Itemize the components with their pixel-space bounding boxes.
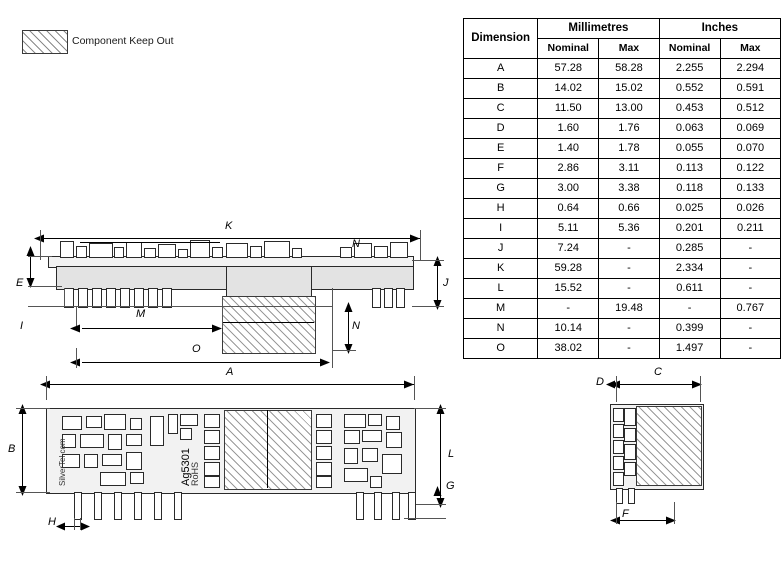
arrow-down-n xyxy=(343,342,354,354)
cell-dimension: G xyxy=(464,179,538,199)
cell-mm-max: 15.02 xyxy=(599,79,659,99)
table-row xyxy=(464,219,781,239)
table-row xyxy=(464,319,781,339)
arrow-left-h xyxy=(56,521,68,532)
dim-label-N: N xyxy=(352,238,360,250)
cell-mm-max: 13.00 xyxy=(599,99,659,119)
dim-label-D: D xyxy=(596,376,604,388)
arrow-right-f xyxy=(666,515,679,526)
cell-in-nominal: 0.453 xyxy=(659,99,720,119)
arrow-g xyxy=(432,486,443,498)
table-row xyxy=(464,99,781,119)
top-component-13 xyxy=(100,472,126,486)
header-mm-nominal: Nominal xyxy=(538,39,599,59)
header-millimetres: Millimetres xyxy=(538,19,659,39)
cell-in-nominal: 0.025 xyxy=(659,199,720,219)
end-component-9 xyxy=(613,472,624,486)
cell-dimension: L xyxy=(464,279,538,299)
cell-dimension: O xyxy=(464,339,538,359)
pin-8 xyxy=(374,492,382,520)
cell-in-max: - xyxy=(720,259,780,279)
end-component-4 xyxy=(624,428,636,442)
top-component-19 xyxy=(344,414,366,428)
cell-dimension: A xyxy=(464,59,538,79)
end-component-5 xyxy=(613,440,624,454)
top-pad-4 xyxy=(204,462,220,476)
end-elevation-view xyxy=(580,360,780,550)
cell-in-max: - xyxy=(720,319,780,339)
cell-dimension: M xyxy=(464,299,538,319)
end-pin-1 xyxy=(616,488,623,504)
cell-mm-nominal: 1.40 xyxy=(538,139,599,159)
cell-mm-max: - xyxy=(599,239,659,259)
cell-in-max: 0.591 xyxy=(720,79,780,99)
cell-dimension: K xyxy=(464,259,538,279)
top-component-17 xyxy=(180,414,198,426)
cell-mm-nominal: 3.00 xyxy=(538,179,599,199)
arrow-down-j xyxy=(432,298,443,310)
component-side-1 xyxy=(60,241,74,258)
cell-dimension: I xyxy=(464,219,538,239)
component-side-5 xyxy=(126,242,142,258)
top-component-7 xyxy=(108,434,122,450)
top-component-1 xyxy=(62,416,82,430)
component-side-10 xyxy=(212,247,223,258)
top-component-8 xyxy=(126,434,142,446)
top-component-21 xyxy=(386,416,400,430)
cell-in-max: - xyxy=(720,239,780,259)
underside-body-right xyxy=(310,266,414,290)
side-elevation-view xyxy=(0,110,460,355)
top-component-4 xyxy=(130,418,142,430)
underside-component-9 xyxy=(372,288,381,308)
arrow-right-m xyxy=(212,323,226,334)
pin-1 xyxy=(74,492,82,520)
cell-in-nominal: 0.201 xyxy=(659,219,720,239)
component-side-12 xyxy=(250,246,262,258)
cell-mm-max: 1.78 xyxy=(599,139,659,159)
dimension-table xyxy=(463,18,781,359)
arrow-up-n xyxy=(343,302,354,314)
cell-mm-nominal: 14.02 xyxy=(538,79,599,99)
table-row xyxy=(464,299,781,319)
top-component-25 xyxy=(344,448,358,464)
underside-component-8 xyxy=(162,288,172,308)
component-side-2 xyxy=(76,246,87,258)
top-component-27 xyxy=(382,454,402,474)
cell-mm-nominal: 38.02 xyxy=(538,339,599,359)
end-transformer-body xyxy=(636,406,702,486)
top-component-10 xyxy=(84,454,98,468)
cell-mm-max: 58.28 xyxy=(599,59,659,79)
cell-in-nominal: 0.399 xyxy=(659,319,720,339)
cell-in-max: 0.767 xyxy=(720,299,780,319)
cell-in-max: 2.294 xyxy=(720,59,780,79)
top-pad-5 xyxy=(204,476,220,488)
top-component-16 xyxy=(168,414,178,434)
component-side-18 xyxy=(390,242,408,258)
cell-in-nominal: 0.552 xyxy=(659,79,720,99)
arrow-right-c xyxy=(692,379,705,390)
dim-label-A: A xyxy=(226,366,234,378)
component-keep-out-swatch xyxy=(22,30,68,54)
cell-dimension: J xyxy=(464,239,538,259)
cell-dimension: C xyxy=(464,99,538,119)
cell-in-nominal: 2.255 xyxy=(659,59,720,79)
cell-mm-max: 5.36 xyxy=(599,219,659,239)
pin-10 xyxy=(408,492,416,520)
cell-in-max: - xyxy=(720,339,780,359)
dim-label-C: C xyxy=(654,366,662,378)
top-component-2 xyxy=(86,416,102,428)
dim-label-N-2: N xyxy=(352,320,360,332)
top-component-26 xyxy=(362,448,378,462)
cell-mm-nominal: 15.52 xyxy=(538,279,599,299)
table-row xyxy=(464,239,781,259)
cell-mm-max: 3.38 xyxy=(599,179,659,199)
cell-mm-nominal: 0.64 xyxy=(538,199,599,219)
top-component-18 xyxy=(180,428,192,440)
top-component-29 xyxy=(370,476,382,488)
dim-label-I: I xyxy=(20,320,24,332)
cell-in-nominal: 0.055 xyxy=(659,139,720,159)
cell-mm-max: - xyxy=(599,279,659,299)
top-pad-6 xyxy=(316,414,332,428)
dim-label-L: L xyxy=(448,448,455,460)
top-component-14 xyxy=(130,472,144,484)
component-side-4 xyxy=(114,247,124,258)
underside-body-left xyxy=(56,266,228,290)
cell-mm-max: 19.48 xyxy=(599,299,659,319)
top-component-22 xyxy=(344,430,360,444)
component-side-7 xyxy=(158,244,176,258)
dim-label-J: J xyxy=(443,277,449,289)
cell-in-max: 0.069 xyxy=(720,119,780,139)
pin-6 xyxy=(174,492,182,520)
silkscreen-website: SilverTel.com xyxy=(58,438,67,486)
pin-5 xyxy=(154,492,162,520)
table-row xyxy=(464,79,781,99)
top-component-12 xyxy=(126,452,142,470)
cell-in-max: 0.133 xyxy=(720,179,780,199)
cell-in-max: 0.026 xyxy=(720,199,780,219)
top-component-6 xyxy=(80,434,104,448)
top-pad-10 xyxy=(316,476,332,488)
component-side-3 xyxy=(89,243,113,258)
cell-mm-max: 3.11 xyxy=(599,159,659,179)
underside-component-10 xyxy=(384,288,393,308)
cell-in-nominal: 0.063 xyxy=(659,119,720,139)
cell-dimension: D xyxy=(464,119,538,139)
silkscreen-rohs: RoHS xyxy=(190,461,200,486)
arrow-down-b xyxy=(17,484,28,496)
cell-mm-nominal: 7.24 xyxy=(538,239,599,259)
cell-dimension: N xyxy=(464,319,538,339)
top-plan-view xyxy=(0,360,470,560)
cell-mm-nominal: 57.28 xyxy=(538,59,599,79)
end-component-1 xyxy=(613,408,624,422)
cell-mm-nominal: - xyxy=(538,299,599,319)
arrow-right-a xyxy=(404,379,418,390)
arrow-up-l xyxy=(435,404,446,416)
cell-in-max: 0.122 xyxy=(720,159,780,179)
end-component-8 xyxy=(624,462,636,476)
top-component-3 xyxy=(104,414,126,430)
top-component-23 xyxy=(362,430,382,442)
cell-in-max: 0.070 xyxy=(720,139,780,159)
cell-in-nominal: 1.497 xyxy=(659,339,720,359)
component-side-14 xyxy=(292,248,302,258)
top-component-20 xyxy=(368,414,382,426)
table-row xyxy=(464,139,781,159)
end-component-2 xyxy=(624,408,636,426)
transformer-body-side xyxy=(222,296,316,354)
table-row xyxy=(464,339,781,359)
cell-mm-nominal: 10.14 xyxy=(538,319,599,339)
table-row xyxy=(464,159,781,179)
dim-label-E: E xyxy=(16,277,24,289)
cell-in-nominal: 0.113 xyxy=(659,159,720,179)
end-component-6 xyxy=(624,444,636,460)
top-pad-1 xyxy=(204,414,220,428)
cell-in-nominal: - xyxy=(659,299,720,319)
top-component-11 xyxy=(102,454,122,466)
end-component-7 xyxy=(613,456,624,470)
table-row xyxy=(464,279,781,299)
table-row xyxy=(464,199,781,219)
cell-in-max: 0.211 xyxy=(720,219,780,239)
table-row xyxy=(464,259,781,279)
arrow-right-h xyxy=(80,521,92,532)
cell-mm-nominal: 59.28 xyxy=(538,259,599,279)
cell-dimension: H xyxy=(464,199,538,219)
pin-2 xyxy=(94,492,102,520)
arrow-right-k xyxy=(410,233,424,244)
header-in-max: Max xyxy=(720,39,780,59)
arrow-up-b xyxy=(17,404,28,416)
legend-label: Component Keep Out xyxy=(72,35,174,47)
end-pin-2 xyxy=(628,488,635,504)
header-dimension: Dimension xyxy=(464,19,538,59)
underside-component-2 xyxy=(78,288,88,308)
cell-dimension: E xyxy=(464,139,538,159)
cell-mm-nominal: 5.11 xyxy=(538,219,599,239)
pin-7 xyxy=(356,492,364,520)
cell-mm-nominal: 2.86 xyxy=(538,159,599,179)
component-side-15 xyxy=(340,247,352,258)
silkscreen-partnumber: Ag5301 xyxy=(180,448,192,486)
table-header-row xyxy=(464,19,781,39)
cell-in-nominal: 0.285 xyxy=(659,239,720,259)
cell-mm-max: 0.66 xyxy=(599,199,659,219)
underside-component-1 xyxy=(64,288,74,308)
arrow-d xyxy=(606,379,617,390)
cell-mm-max: - xyxy=(599,339,659,359)
arrow-left-m xyxy=(70,323,84,334)
dim-label-O: O xyxy=(192,343,201,355)
cell-in-nominal: 0.611 xyxy=(659,279,720,299)
transformer-body-top xyxy=(224,410,312,490)
dim-label-K: K xyxy=(225,220,233,232)
cell-mm-nominal: 1.60 xyxy=(538,119,599,139)
pin-3 xyxy=(114,492,122,520)
end-component-3 xyxy=(613,424,624,438)
header-in-nominal: Nominal xyxy=(659,39,720,59)
dim-label-F: F xyxy=(622,508,629,520)
table-row xyxy=(464,59,781,79)
top-pad-9 xyxy=(316,462,332,476)
underside-component-3 xyxy=(92,288,102,308)
cell-dimension: F xyxy=(464,159,538,179)
underside-component-7 xyxy=(148,288,158,308)
underside-component-6 xyxy=(134,288,144,308)
header-inches: Inches xyxy=(659,19,780,39)
top-pad-8 xyxy=(316,446,332,460)
underside-component-5 xyxy=(120,288,130,308)
top-component-24 xyxy=(386,432,402,448)
top-component-28 xyxy=(344,468,368,482)
cell-mm-max: - xyxy=(599,319,659,339)
cell-mm-nominal: 11.50 xyxy=(538,99,599,119)
dim-label-B: B xyxy=(8,443,16,455)
top-pad-7 xyxy=(316,430,332,444)
cell-in-max: - xyxy=(720,279,780,299)
component-side-11 xyxy=(226,243,248,258)
arrow-up-j xyxy=(432,256,443,268)
dim-label-G: G xyxy=(446,480,455,492)
cell-in-max: 0.512 xyxy=(720,99,780,119)
cell-mm-max: 1.76 xyxy=(599,119,659,139)
cell-mm-max: - xyxy=(599,259,659,279)
component-side-17 xyxy=(374,246,388,258)
top-pad-3 xyxy=(204,446,220,460)
component-side-6 xyxy=(144,248,156,258)
arrow-left-a xyxy=(40,379,54,390)
table-row xyxy=(464,179,781,199)
arrow-left-k xyxy=(34,233,48,244)
cell-in-nominal: 2.334 xyxy=(659,259,720,279)
component-side-8 xyxy=(178,249,188,258)
top-component-15 xyxy=(150,416,164,446)
underside-component-4 xyxy=(106,288,116,308)
pin-9 xyxy=(392,492,400,520)
pin-4 xyxy=(134,492,142,520)
header-mm-max: Max xyxy=(599,39,659,59)
cell-dimension: B xyxy=(464,79,538,99)
top-pad-2 xyxy=(204,430,220,444)
underside-body-center xyxy=(226,266,312,298)
dim-label-H: H xyxy=(48,516,56,528)
component-side-13 xyxy=(264,241,290,258)
dim-label-M: M xyxy=(136,308,146,320)
cell-in-nominal: 0.118 xyxy=(659,179,720,199)
underside-component-11 xyxy=(396,288,405,308)
table-row xyxy=(464,119,781,139)
